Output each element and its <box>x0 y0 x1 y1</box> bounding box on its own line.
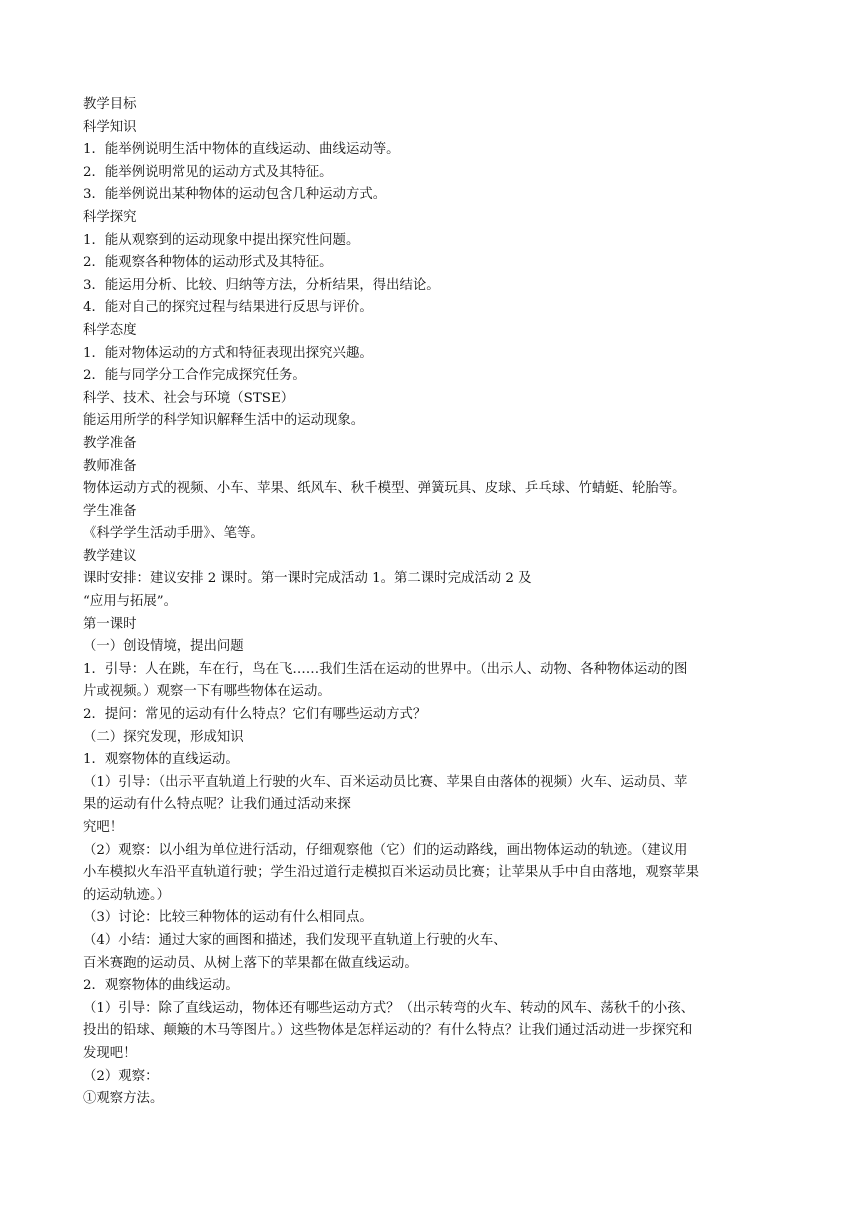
text-line: 物体运动方式的视频、小车、苹果、纸风车、秋千模型、弹簧玩具、皮球、乒乓球、竹蜻蜓、轮胎等。 <box>83 481 686 497</box>
section-heading: （二）探究发现，形成知识 <box>83 729 244 745</box>
text-line: 2．能观察各种物体的运动形式及其特征。 <box>83 255 333 271</box>
heading-teaching-preparation: 教学准备 <box>83 435 137 451</box>
text-line: 《科学学生活动手册》、笔等。 <box>83 526 264 542</box>
text-line: （3）讨论：比较三种物体的运动有什么相同点。 <box>83 910 373 926</box>
text-line: 2．能举例说明常见的运动方式及其特征。 <box>83 164 333 180</box>
text-line: 1．能对物体运动的方式和特征表现出探究兴趣。 <box>83 345 373 361</box>
text-line: 4．能对自己的探究过程与结果进行反思与评价。 <box>83 300 373 316</box>
text-line: 投出的铅球、颠簸的木马等图片。）这些物体是怎样运动的？有什么特点？让我们通过活动进一步探究和 <box>83 1023 693 1039</box>
text-line: 课时安排：建议安排 2 课时。第一课时完成活动 1。第二课时完成活动 2 及 <box>83 571 532 587</box>
subheading-teacher-preparation: 教师准备 <box>83 458 137 474</box>
text-line: （2）观察： <box>83 1068 159 1084</box>
section-heading: （一）创设情境，提出问题 <box>83 639 244 655</box>
text-line: 3．能举例说出某种物体的运动包含几种运动方式。 <box>83 187 387 203</box>
text-line: 能运用所学的科学知识解释生活中的运动现象。 <box>83 413 365 429</box>
subheading-science-inquiry: 科学探究 <box>83 209 137 225</box>
text-line: “应用与拓展”。 <box>83 594 178 610</box>
text-line: 3．能运用分析、比较、归纳等方法，分析结果，得出结论。 <box>83 277 440 293</box>
document-body <box>83 94 783 1111</box>
text-line: 究吧！ <box>83 820 124 835</box>
heading-first-lesson: 第一课时 <box>83 616 137 632</box>
text-line: （1）引导：除了直线运动，物体还有哪些运动方式？（出示转弯的火车、转动的风车、荡秋千的小孩、 <box>83 1000 695 1016</box>
text-line: 2．观察物体的曲线运动。 <box>83 978 239 994</box>
text-line: 1．引导：人在跳，车在行，鸟在飞……我们生活在运动的世界中。（出示人、动物、各种物体运动的图 <box>83 661 688 677</box>
text-line: 小车模拟火车沿平直轨道行驶；学生沿过道行走模拟百米运动员比赛；让苹果从手中自由落地，观察苹果 <box>83 865 699 881</box>
subheading-science-attitude: 科学态度 <box>83 322 137 338</box>
text-line: 2．能与同学分工合作完成探究任务。 <box>83 368 306 384</box>
heading-teaching-goals: 教学目标 <box>83 97 137 112</box>
heading-teaching-suggestions: 教学建议 <box>83 548 137 564</box>
text-line: （2）观察：以小组为单位进行活动，仔细观察他（它）们的运动路线，画出物体运动的轨迹。（建议用 <box>83 842 688 858</box>
subheading-student-preparation: 学生准备 <box>83 503 137 519</box>
subheading-stse: 科学、技术、社会与环境（STSE） <box>83 390 295 406</box>
text-line: 的运动轨迹。） <box>83 887 171 903</box>
text-line: 发现吧！ <box>83 1045 137 1061</box>
text-line: 百米赛跑的运动员、从树上落下的苹果都在做直线运动。 <box>83 955 418 971</box>
text-line: 1．能举例说明生活中物体的直线运动、曲线运动等。 <box>83 142 400 158</box>
text-line: 1．观察物体的直线运动。 <box>83 752 239 768</box>
text-line: 果的运动有什么特点呢？让我们通过活动来探 <box>83 797 351 813</box>
text-line: （1）引导：（出示平直轨道上行驶的火车、百米运动员比赛、苹果自由落体的视频）火车、运动员、苹 <box>83 774 688 790</box>
text-line: 片或视频。）观察一下有哪些物体在运动。 <box>83 684 331 700</box>
text-line: 1．能从观察到的运动现象中提出探究性问题。 <box>83 232 360 248</box>
subheading-science-knowledge: 科学知识 <box>83 119 137 135</box>
text-line: （4）小结：通过大家的画图和描述，我们发现平直轨道上行驶的火车、 <box>83 932 507 948</box>
text-line: ①观察方法。 <box>83 1091 164 1107</box>
text-line: 2．提问：常见的运动有什么特点？它们有哪些运动方式？ <box>83 707 427 723</box>
